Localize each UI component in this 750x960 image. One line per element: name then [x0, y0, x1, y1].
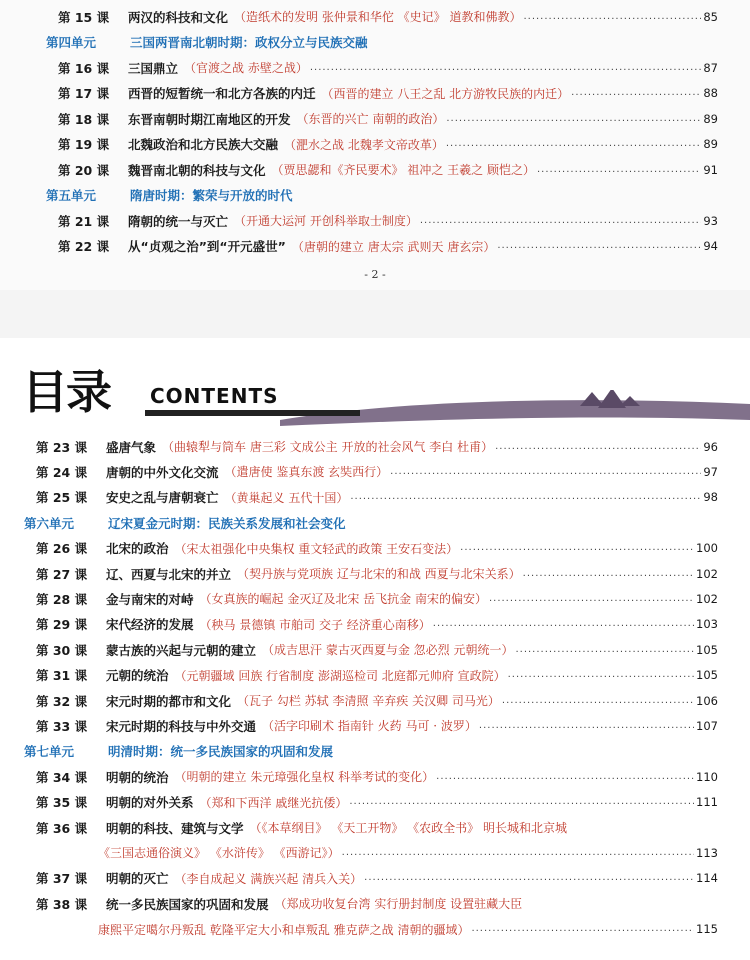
dot-leader [495, 441, 701, 453]
lesson-title: 唐朝的中外文化交流 [106, 464, 219, 480]
entry-keywords: （淝水之战 北魏孝文帝改革） [284, 137, 444, 152]
entry-keywords: （瓦子 勾栏 苏轼 李清照 辛弃疾 关汉卿 司马光） [237, 694, 500, 708]
lesson-title: 隋朝的统一与灭亡 [128, 213, 229, 229]
entry-page-number: 88 [703, 86, 718, 100]
unit-heading [24, 739, 333, 764]
brush-stroke-decoration [280, 390, 750, 428]
entry-page-number: 114 [696, 871, 718, 886]
toc-entry [0, 561, 750, 586]
toc-entry [0, 536, 750, 561]
entry-page-number: 89 [703, 137, 718, 151]
toc-page-upper [0, 0, 750, 290]
lesson-title: 蒙古族的兴起与元朝的建立 [106, 642, 257, 658]
entry-page-number: 103 [696, 617, 718, 632]
lesson-title: 盛唐气象 [106, 439, 157, 455]
contents-banner [0, 338, 750, 428]
lesson-number: 第 26 课 [36, 541, 88, 557]
lesson-title: 元朝的统治 [106, 668, 169, 684]
entry-keywords: 《三国志通俗演义》 《水浒传》 《西游记》） [98, 846, 340, 861]
dot-leader [497, 240, 701, 252]
contents-title-en: CONTENTS [150, 384, 279, 408]
page-gap [0, 290, 750, 338]
dot-leader [436, 771, 694, 783]
entry-keywords: （黄巢起义 五代十国） [224, 490, 349, 505]
lesson-title: 辽、西夏与北宋的并立 [106, 566, 232, 582]
entry-page-number: 98 [703, 490, 718, 505]
lesson-number: 第 24 课 [36, 464, 88, 480]
dot-leader [364, 872, 694, 884]
lesson-number: 第 35 课 [36, 795, 88, 811]
dot-leader [508, 669, 694, 681]
entry-keywords: （造纸术的发明 张仲景和华佗 《史记》 道教和佛教） [234, 10, 522, 24]
dot-leader [571, 87, 701, 99]
toc-page-lower [0, 338, 750, 960]
lesson-number: 第 36 课 [36, 820, 88, 836]
dot-leader [515, 644, 694, 656]
toc-entry [0, 891, 750, 916]
entry-keywords: （官渡之战 赤壁之战） [184, 61, 308, 75]
lesson-title: 金与南宋的对峙 [106, 591, 194, 607]
dot-leader [489, 593, 694, 605]
lesson-title: 明朝的统治 [106, 769, 169, 785]
lesson-number: 第 19 课 [58, 137, 110, 152]
unit-heading [46, 183, 293, 208]
entry-keywords: （唐朝的建立 唐太宗 武则天 唐玄宗） [291, 239, 496, 254]
entry-keywords: （女真族的崛起 金灭辽及北宋 岳飞抗金 南宋的偏安） [199, 592, 487, 607]
lesson-number: 第 33 课 [36, 718, 88, 734]
toc-entry [0, 713, 750, 738]
lesson-number: 第 28 课 [36, 591, 88, 607]
page-number-footer: - 2 - [364, 268, 386, 281]
unit-number: 第六单元 [24, 515, 75, 531]
lesson-number: 第 16 课 [58, 60, 110, 76]
entry-keywords: （贾思勰和《齐民要术》 祖冲之 王羲之 顾恺之） [271, 163, 535, 177]
unit-heading [24, 510, 346, 535]
unit-title: 辽宋夏金元时期：民族关系发展和社会变化 [108, 515, 346, 531]
toc-entry [0, 132, 750, 157]
dot-leader [471, 923, 694, 935]
entry-page-number: 94 [703, 239, 718, 253]
dot-leader [433, 618, 694, 630]
lesson-number: 第 15 课 [58, 9, 110, 25]
toc-entry [0, 663, 750, 688]
entry-page-number: 115 [696, 922, 718, 937]
entry-keywords: （宋太祖强化中央集权 重文轻武的政策 王安石变法） [174, 541, 459, 556]
lesson-number: 第 30 课 [36, 642, 88, 658]
toc-entry [0, 815, 750, 840]
entry-page-number: 111 [696, 795, 718, 810]
entry-page-number: 93 [703, 213, 718, 228]
entry-keywords: （曲辕犁与筒车 唐三彩 文成公主 开放的社会风气 李白 杜甫） [162, 440, 494, 454]
toc-entry-continuation [0, 840, 750, 865]
lesson-title: 西晋的短暂统一和北方各族的内迁 [128, 86, 316, 101]
toc-entry [0, 586, 750, 611]
toc-entry [0, 790, 750, 815]
toc-entry [0, 459, 750, 484]
lesson-title: 东晋南朝时期江南地区的开发 [128, 111, 291, 127]
lesson-number: 第 32 课 [36, 693, 88, 709]
dot-leader [310, 62, 702, 74]
entry-page-number: 91 [703, 162, 718, 177]
entry-keywords: （成吉思汗 蒙古灭西夏与金 忽必烈 元朝统一） [262, 643, 514, 658]
entry-page-number: 100 [696, 541, 718, 556]
lesson-title: 宋代经济的发展 [106, 617, 194, 633]
lesson-title: 宋元时期的都市和文化 [106, 693, 232, 709]
entry-page-number: 105 [696, 642, 718, 657]
toc-entry [0, 637, 750, 662]
entry-page-number: 102 [696, 566, 718, 581]
entry-keywords: （东晋的兴亡 南朝的政治） [296, 112, 445, 126]
entry-keywords: （西晋的建立 八王之乱 北方游牧民族的内迁） [321, 86, 570, 101]
dot-leader [460, 542, 694, 554]
entry-keywords: 康熙平定噶尔丹叛乱 乾隆平定大小和卓叛乱 雅克萨之战 清朝的疆域） [98, 922, 470, 937]
toc-entry [0, 234, 750, 259]
toc-entry [0, 612, 750, 637]
dot-leader [502, 695, 694, 707]
entry-page-number: 107 [696, 718, 718, 733]
lesson-number: 第 25 课 [36, 490, 88, 506]
unit-title: 三国两晋南北朝时期：政权分立与民族交融 [130, 35, 368, 50]
lesson-title: 安史之乱与唐朝衰亡 [106, 490, 219, 506]
lesson-number: 第 18 课 [58, 111, 110, 127]
dot-leader [350, 491, 701, 503]
lesson-number: 第 23 课 [36, 439, 88, 455]
dot-leader [523, 11, 701, 23]
lesson-title: 统一多民族国家的巩固和发展 [106, 896, 269, 912]
toc-entry [0, 866, 750, 891]
lesson-title: 明朝的灭亡 [106, 871, 169, 887]
entry-page-number: 113 [696, 845, 718, 860]
lesson-number: 第 27 课 [36, 566, 88, 582]
entry-page-number: 89 [703, 111, 718, 126]
entry-keywords: （契丹族与党项族 辽与北宋的和战 西夏与北宋关系） [237, 567, 521, 581]
dot-leader [479, 720, 694, 732]
entry-keywords: （开通大运河 开创科举取士制度） [234, 214, 418, 228]
entry-page-number: 102 [696, 591, 718, 606]
toc-entry [0, 764, 750, 789]
dot-leader [446, 138, 702, 150]
lesson-number: 第 31 课 [36, 668, 88, 684]
lesson-title: 从“贞观之治”到“开元盛世” [128, 239, 286, 254]
entry-keywords: （郑和下西洋 戚继光抗倭） [199, 795, 348, 810]
toc-entry-continuation [0, 917, 750, 942]
toc-entry [0, 157, 750, 182]
entry-page-number: 106 [696, 693, 718, 708]
lesson-number: 第 38 课 [36, 896, 88, 912]
lesson-number: 第 29 课 [36, 617, 88, 633]
unit-number: 第七单元 [24, 744, 75, 760]
lesson-title: 宋元时期的科技与中外交通 [106, 718, 257, 734]
lesson-number: 第 37 课 [36, 871, 88, 887]
dot-leader [446, 113, 701, 125]
toc-entry [0, 434, 750, 459]
entry-keywords: （郑成功收复台湾 实行册封制度 设置驻藏大臣 [274, 897, 523, 912]
lesson-title: 两汉的科技和文化 [128, 9, 229, 25]
unit-number: 第五单元 [46, 188, 97, 203]
lesson-number: 第 21 课 [58, 213, 110, 229]
lesson-number: 第 34 课 [36, 769, 88, 785]
dot-leader [420, 215, 702, 227]
toc-entry [0, 55, 750, 80]
lesson-title: 三国鼎立 [128, 60, 179, 76]
entry-keywords: （秧马 景德镇 市舶司 交子 经济重心南移） [199, 617, 431, 632]
entry-keywords: （李自成起义 满族兴起 清兵入关） [174, 871, 363, 886]
lesson-title: 魏晋南北朝的科技与文化 [128, 162, 266, 178]
lesson-number: 第 22 课 [58, 239, 110, 254]
lesson-number: 第 17 课 [58, 86, 110, 101]
dot-leader [390, 466, 701, 478]
entry-page-number: 87 [703, 60, 718, 75]
contents-title-cn: 目录 [22, 365, 110, 419]
toc-entry [0, 485, 750, 510]
entry-page-number: 110 [696, 769, 718, 784]
entry-page-number: 97 [703, 464, 718, 479]
entry-keywords: （活字印刷术 指南针 火药 马可 · 波罗） [262, 719, 477, 734]
dot-leader [523, 568, 694, 580]
entry-page-number: 105 [696, 668, 718, 683]
toc-entry [0, 688, 750, 713]
lesson-title: 明朝的科技、建筑与文学 [106, 820, 244, 836]
unit-heading [46, 30, 368, 55]
toc-entry [0, 106, 750, 131]
toc-entry [0, 208, 750, 233]
lesson-title: 北魏政治和北方民族大交融 [128, 137, 279, 152]
dot-leader [349, 796, 694, 808]
entry-page-number: 85 [703, 9, 718, 24]
entry-keywords: （遣唐使 鉴真东渡 玄奘西行） [224, 465, 389, 480]
lesson-title: 明朝的对外关系 [106, 795, 194, 811]
unit-number: 第四单元 [46, 35, 97, 50]
entry-keywords: （元朝疆域 回族 行省制度 澎湖巡检司 北庭都元帅府 宣政院） [174, 668, 506, 683]
entry-keywords: （《本草纲目》 《天工开物》 《农政全书》 明长城和北京城 [249, 821, 567, 835]
dot-leader [537, 164, 701, 176]
unit-title: 隋唐时期：繁荣与开放的时代 [130, 188, 293, 203]
toc-entry [0, 4, 750, 29]
dot-leader [342, 847, 694, 859]
lesson-title: 北宋的政治 [106, 541, 169, 557]
title-underline [145, 410, 360, 416]
entry-page-number: 96 [703, 439, 718, 454]
lesson-number: 第 20 课 [58, 162, 110, 178]
unit-title: 明清时期：统一多民族国家的巩固和发展 [108, 744, 334, 760]
toc-entry [0, 81, 750, 106]
entry-keywords: （明朝的建立 朱元璋强化皇权 科举考试的变化） [174, 770, 435, 785]
